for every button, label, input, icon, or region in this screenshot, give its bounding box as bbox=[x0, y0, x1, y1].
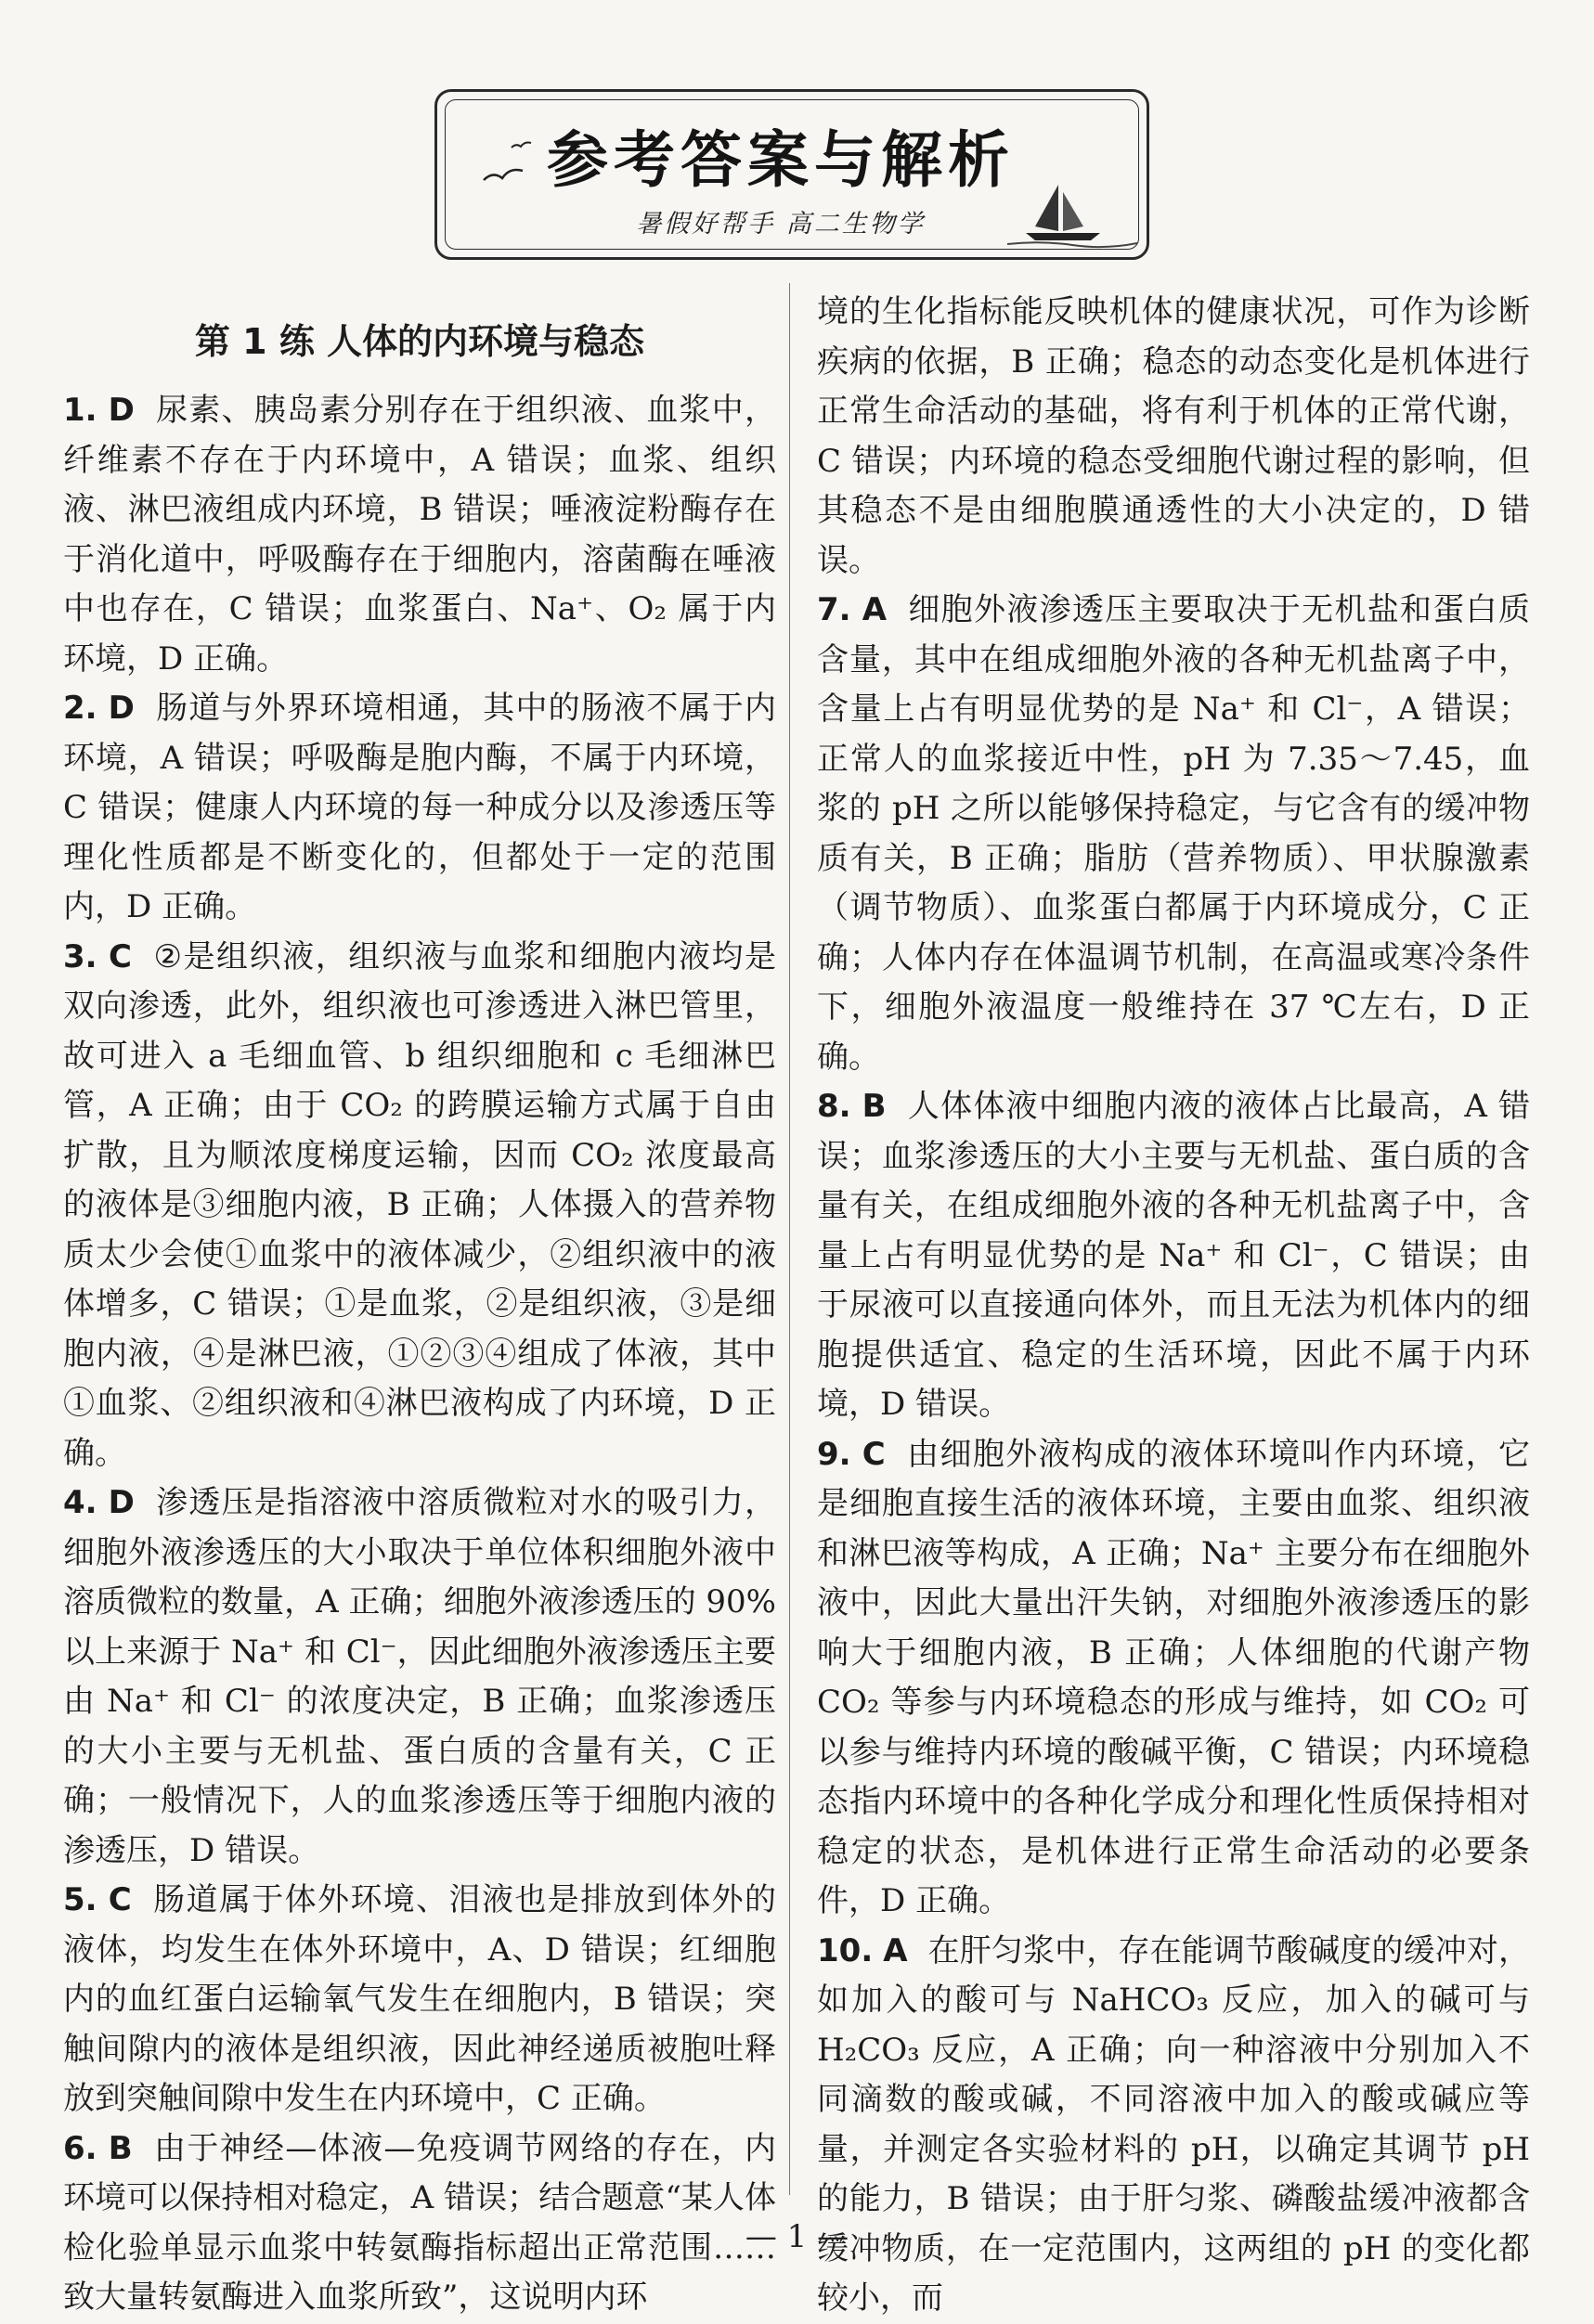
answer-item bbox=[817, 586, 1530, 1082]
answer-item bbox=[63, 1876, 776, 2124]
seagull-icon bbox=[474, 129, 549, 194]
header-banner bbox=[434, 89, 1149, 260]
answer-letter: B bbox=[862, 1088, 887, 1125]
answer-number: 5. bbox=[63, 1881, 97, 1918]
answer-number: 7. bbox=[817, 591, 851, 628]
left-column bbox=[63, 302, 776, 2323]
right-column bbox=[817, 288, 1530, 2324]
answer-number: 6. bbox=[63, 2129, 97, 2167]
answer-item bbox=[817, 1927, 1530, 2324]
answer-number: 2. bbox=[63, 690, 97, 727]
answer-letter: C bbox=[108, 1881, 132, 1918]
answer-text: 肠道属于体外环境、泪液也是排放到体外的液体，均发生在体外环境中，A、D 错误；红细胞内的血红蛋白运输氧气发生在细胞内，B 错误；突触间隙内的液体是组织液，因此神经递质被胞吐释放到突触间隙中发生在内环境中，C 正确。 bbox=[63, 1881, 777, 2117]
answer-item bbox=[817, 1430, 1530, 1927]
answer-text: 人体体液中细胞内液的液体占比最高，A 错误；血浆渗透压的大小主要与无机盐、蛋白质的含量有关，在组成细胞外液的各种无机盐离子中，含量上占有明显优势的是 Na⁺ 和 Cl⁻，C 错误；由于尿液可以直接通向体外，而且无法为机体内的细胞提供适宜、稳定的生活环境，因此不属于内环境，D 错误。 bbox=[817, 1088, 1530, 1423]
answer-item bbox=[63, 386, 776, 684]
answer-text: 由细胞外液构成的液体环境叫作内环境，它是细胞直接生活的液体环境，主要由血浆、组织液和淋巴液等构成，A 正确；Na⁺ 主要分布在细胞外液中，因此大量出汗失钠，对细胞外液渗透压的影响大于细胞内液，B 正确；人体细胞的代谢产物 CO₂ 等参与内环境稳态的形成与维持，如 CO₂ 可以参与维持内环境的酸碱平衡，C 错误；内环境稳态指内环境中的各种化学成分和理化性质保持相对稳定的状态，是机体进行正常生命活动的必要条件，D 正确。 bbox=[817, 1435, 1531, 1919]
answer-letter: A bbox=[883, 1931, 908, 1969]
answer-letter: D bbox=[108, 690, 135, 727]
answer-item bbox=[63, 933, 776, 1479]
answer-number: 10. bbox=[817, 1931, 874, 1969]
answer-text: 由于神经—体液—免疫调节网络的存在，内环境可以保持相对稳定，A 错误；结合题意“某人体检化验单显示血浆中转氨酶指标超出正常范围……致大量转氨酶进入血浆所致”，这说明内环 bbox=[63, 2129, 777, 2316]
header-title: 参考答案与解析 bbox=[547, 124, 1015, 196]
answer-letter: A bbox=[862, 591, 888, 628]
answer-number: 9. bbox=[817, 1435, 851, 1473]
header-subtitle: 暑假好帮手 高二生物学 bbox=[636, 210, 926, 239]
answer-item bbox=[63, 684, 776, 933]
answer-letter: D bbox=[108, 392, 135, 429]
answer-text: 细胞外液渗透压主要取决于无机盐和蛋白质含量，其中在组成细胞外液的各种无机盐离子中，含量上占有明显优势的是 Na⁺ 和 Cl⁻，A 错误；正常人的血浆接近中性，pH 为 7.35～7.45，血浆的 pH 之所以能够保持稳定，与它含有的缓冲物质有关，B 正确；脂肪（营养物质）、甲状腺激素（调节物质）、血浆蛋白都属于内环境成分，C 正确；人体内存在体温调节机制，在高温或寒冷条件下，细胞外液温度一般维持在 37 ℃左右，D 正确。 bbox=[817, 591, 1530, 1076]
answer-item-continued bbox=[817, 288, 1530, 586]
page-number: — 1 — bbox=[745, 2218, 849, 2255]
answer-number: 3. bbox=[63, 937, 97, 975]
answer-letter: C bbox=[108, 937, 132, 975]
answer-letter: C bbox=[862, 1435, 886, 1473]
sailboat-icon bbox=[1007, 175, 1137, 250]
column-divider bbox=[789, 283, 790, 2195]
section-title: 第 1 练 人体的内环境与稳态 bbox=[194, 321, 645, 362]
answer-item bbox=[63, 1478, 776, 1876]
answer-text: 尿素、胰岛素分别存在于组织液、血浆中，纤维素不存在于内环境中，A 错误；血浆、组织液、淋巴液组成内环境，B 错误；唾液淀粉酶存在于消化道中，呼吸酶存在于细胞内，溶菌酶在唾液中也存在，C 错误；血浆蛋白、Na⁺、O₂ 属于内环境，D 正确。 bbox=[63, 392, 776, 678]
answer-text: 在肝匀浆中，存在能调节酸碱度的缓冲对，如加入的酸可与 NaHCO₃ 反应，加入的碱可与 H₂CO₃ 反应，A 正确；向一种溶液中分别加入不同滴数的酸或碱，不同溶液中加入的酸或碱应等量，并测定各实验材料的 pH，以确定其调节 pH 的能力，B 错误；由于肝匀浆、磷酸盐缓冲液都含缓冲物质，在一定范围内，这两组的 pH 的变化都较小，而 bbox=[817, 1931, 1531, 2317]
answer-number: 8. bbox=[817, 1088, 851, 1125]
answer-text: 境的生化指标能反映机体的健康状况，可作为诊断疾病的依据，B 正确；稳态的动态变化是机体进行正常生命活动的基础，将有利于机体的正常代谢，C 错误；内环境的稳态受细胞代谢过程的影响，但其稳态不是由细胞膜通透性的大小决定的，D 错误。 bbox=[817, 293, 1530, 579]
answer-text: 肠道与外界环境相通，其中的肠液不属于内环境，A 错误；呼吸酶是胞内酶，不属于内环境，C 错误；健康人内环境的每一种成分以及渗透压等理化性质都是不断变化的，但都处于一定的范围内，D 正确。 bbox=[63, 690, 776, 925]
answer-number: 1. bbox=[63, 392, 97, 429]
answer-item bbox=[817, 1082, 1530, 1430]
answer-letter: B bbox=[108, 2129, 133, 2167]
answer-number: 4. bbox=[63, 1484, 97, 1521]
answer-text: ②是组织液，组织液与血浆和细胞内液均是双向渗透，此外，组织液也可渗透进入淋巴管里，故可进入 a 毛细血管、b 组织细胞和 c 毛细淋巴管，A 正确；由于 CO₂ 的跨膜运输方式属于自由扩散，且为顺浓度梯度运输，因而 CO₂ 浓度最高的液体是③细胞内液，B 正确；人体摄入的营养物质太少会使①血浆中的液体减少，②组织液中的液体增多，C 错误；①是血浆，②是组织液，③是细胞内液，④是淋巴液，①②③④组成了体液，其中①血浆、②组织液和④淋巴液构成了内环境，D 正确。 bbox=[63, 937, 776, 1472]
answer-text: 渗透压是指溶液中溶质微粒对水的吸引力，细胞外液渗透压的大小取决于单位体积细胞外液中溶质微粒的数量，A 正确；细胞外液渗透压的 90%以上来源于 Na⁺ 和 Cl⁻，因此细胞外液渗透压主要由 Na⁺ 和 Cl⁻ 的浓度决定，B 正确；血浆渗透压的大小主要与无机盐、蛋白质的含量有关，C 正确；一般情况下，人的血浆渗透压等于细胞内液的渗透压，D 错误。 bbox=[63, 1484, 776, 1869]
answer-letter: D bbox=[108, 1484, 135, 1521]
